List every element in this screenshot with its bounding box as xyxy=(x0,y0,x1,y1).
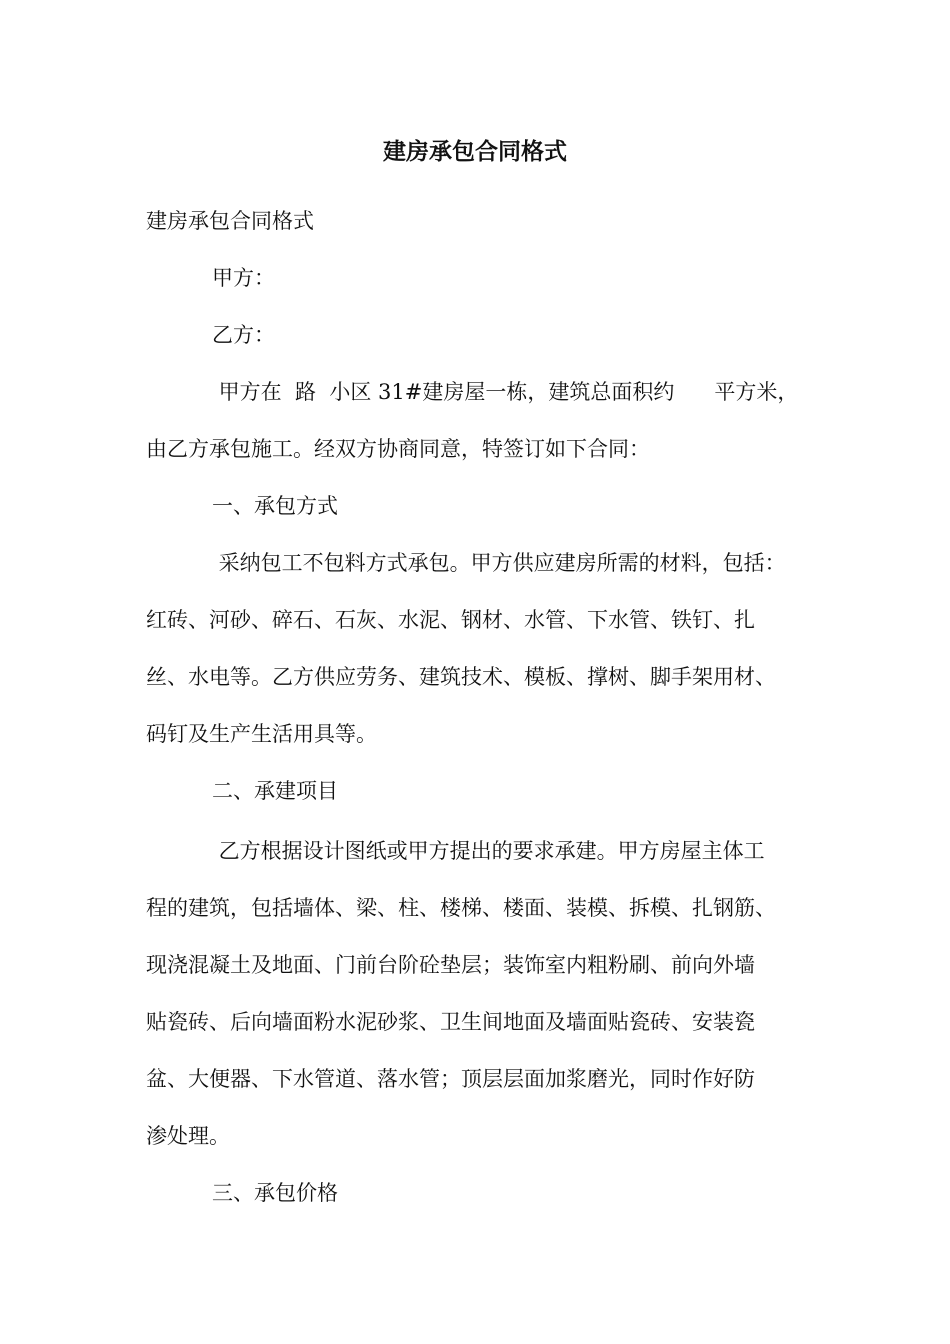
paragraph-line: 渗处理。 xyxy=(146,1124,230,1148)
paragraph-line: 现浇混凝土及地面、门前台阶砼垫层；装饰室内粗粉刷、前向外墙 xyxy=(146,953,755,977)
paragraph-line: 程的建筑，包括墙体、梁、柱、楼梯、楼面、装模、拆模、扎钢筋、 xyxy=(146,896,776,920)
paragraph-line: 盆、大便器、下水管道、落水管；顶层层面加浆磨光，同时作好防 xyxy=(146,1067,755,1091)
party-a-line: 甲方： xyxy=(212,266,275,290)
paragraph-line: 码钉及生产生活用具等。 xyxy=(146,722,377,746)
paragraph-line: 采纳包工不包料方式承包。甲方供应建房所需的材料，包括： xyxy=(212,551,786,575)
document-title: 建房承包合同格式 xyxy=(383,138,567,165)
paragraph-line: 贴瓷砖、后向墙面粉水泥砂浆、卫生间地面及墙面贴瓷砖、安装瓷 xyxy=(146,1010,755,1034)
party-b-line: 乙方： xyxy=(212,323,275,347)
section-heading: 二、承建项目 xyxy=(212,779,338,803)
paragraph-line: 红砖、河砂、碎石、石灰、水泥、钢材、水管、下水管、铁钉、扎 xyxy=(146,608,755,632)
doc-heading-line: 建房承包合同格式 xyxy=(146,209,314,233)
section-heading: 三、承包价格 xyxy=(212,1181,338,1205)
paragraph-line: 丝、水电等。乙方供应劳务、建筑技术、模板、撑树、脚手架用材、 xyxy=(146,665,776,689)
paragraph-line: 由乙方承包施工。经双方协商同意，特签订如下合同： xyxy=(146,437,650,461)
section-heading: 一、承包方式 xyxy=(212,494,338,518)
paragraph-line: 甲方在 路 小区 31#建房屋一栋，建筑总面积约 平方米， xyxy=(212,380,799,404)
paragraph-line: 乙方根据设计图纸或甲方提出的要求承建。甲方房屋主体工 xyxy=(212,839,765,863)
